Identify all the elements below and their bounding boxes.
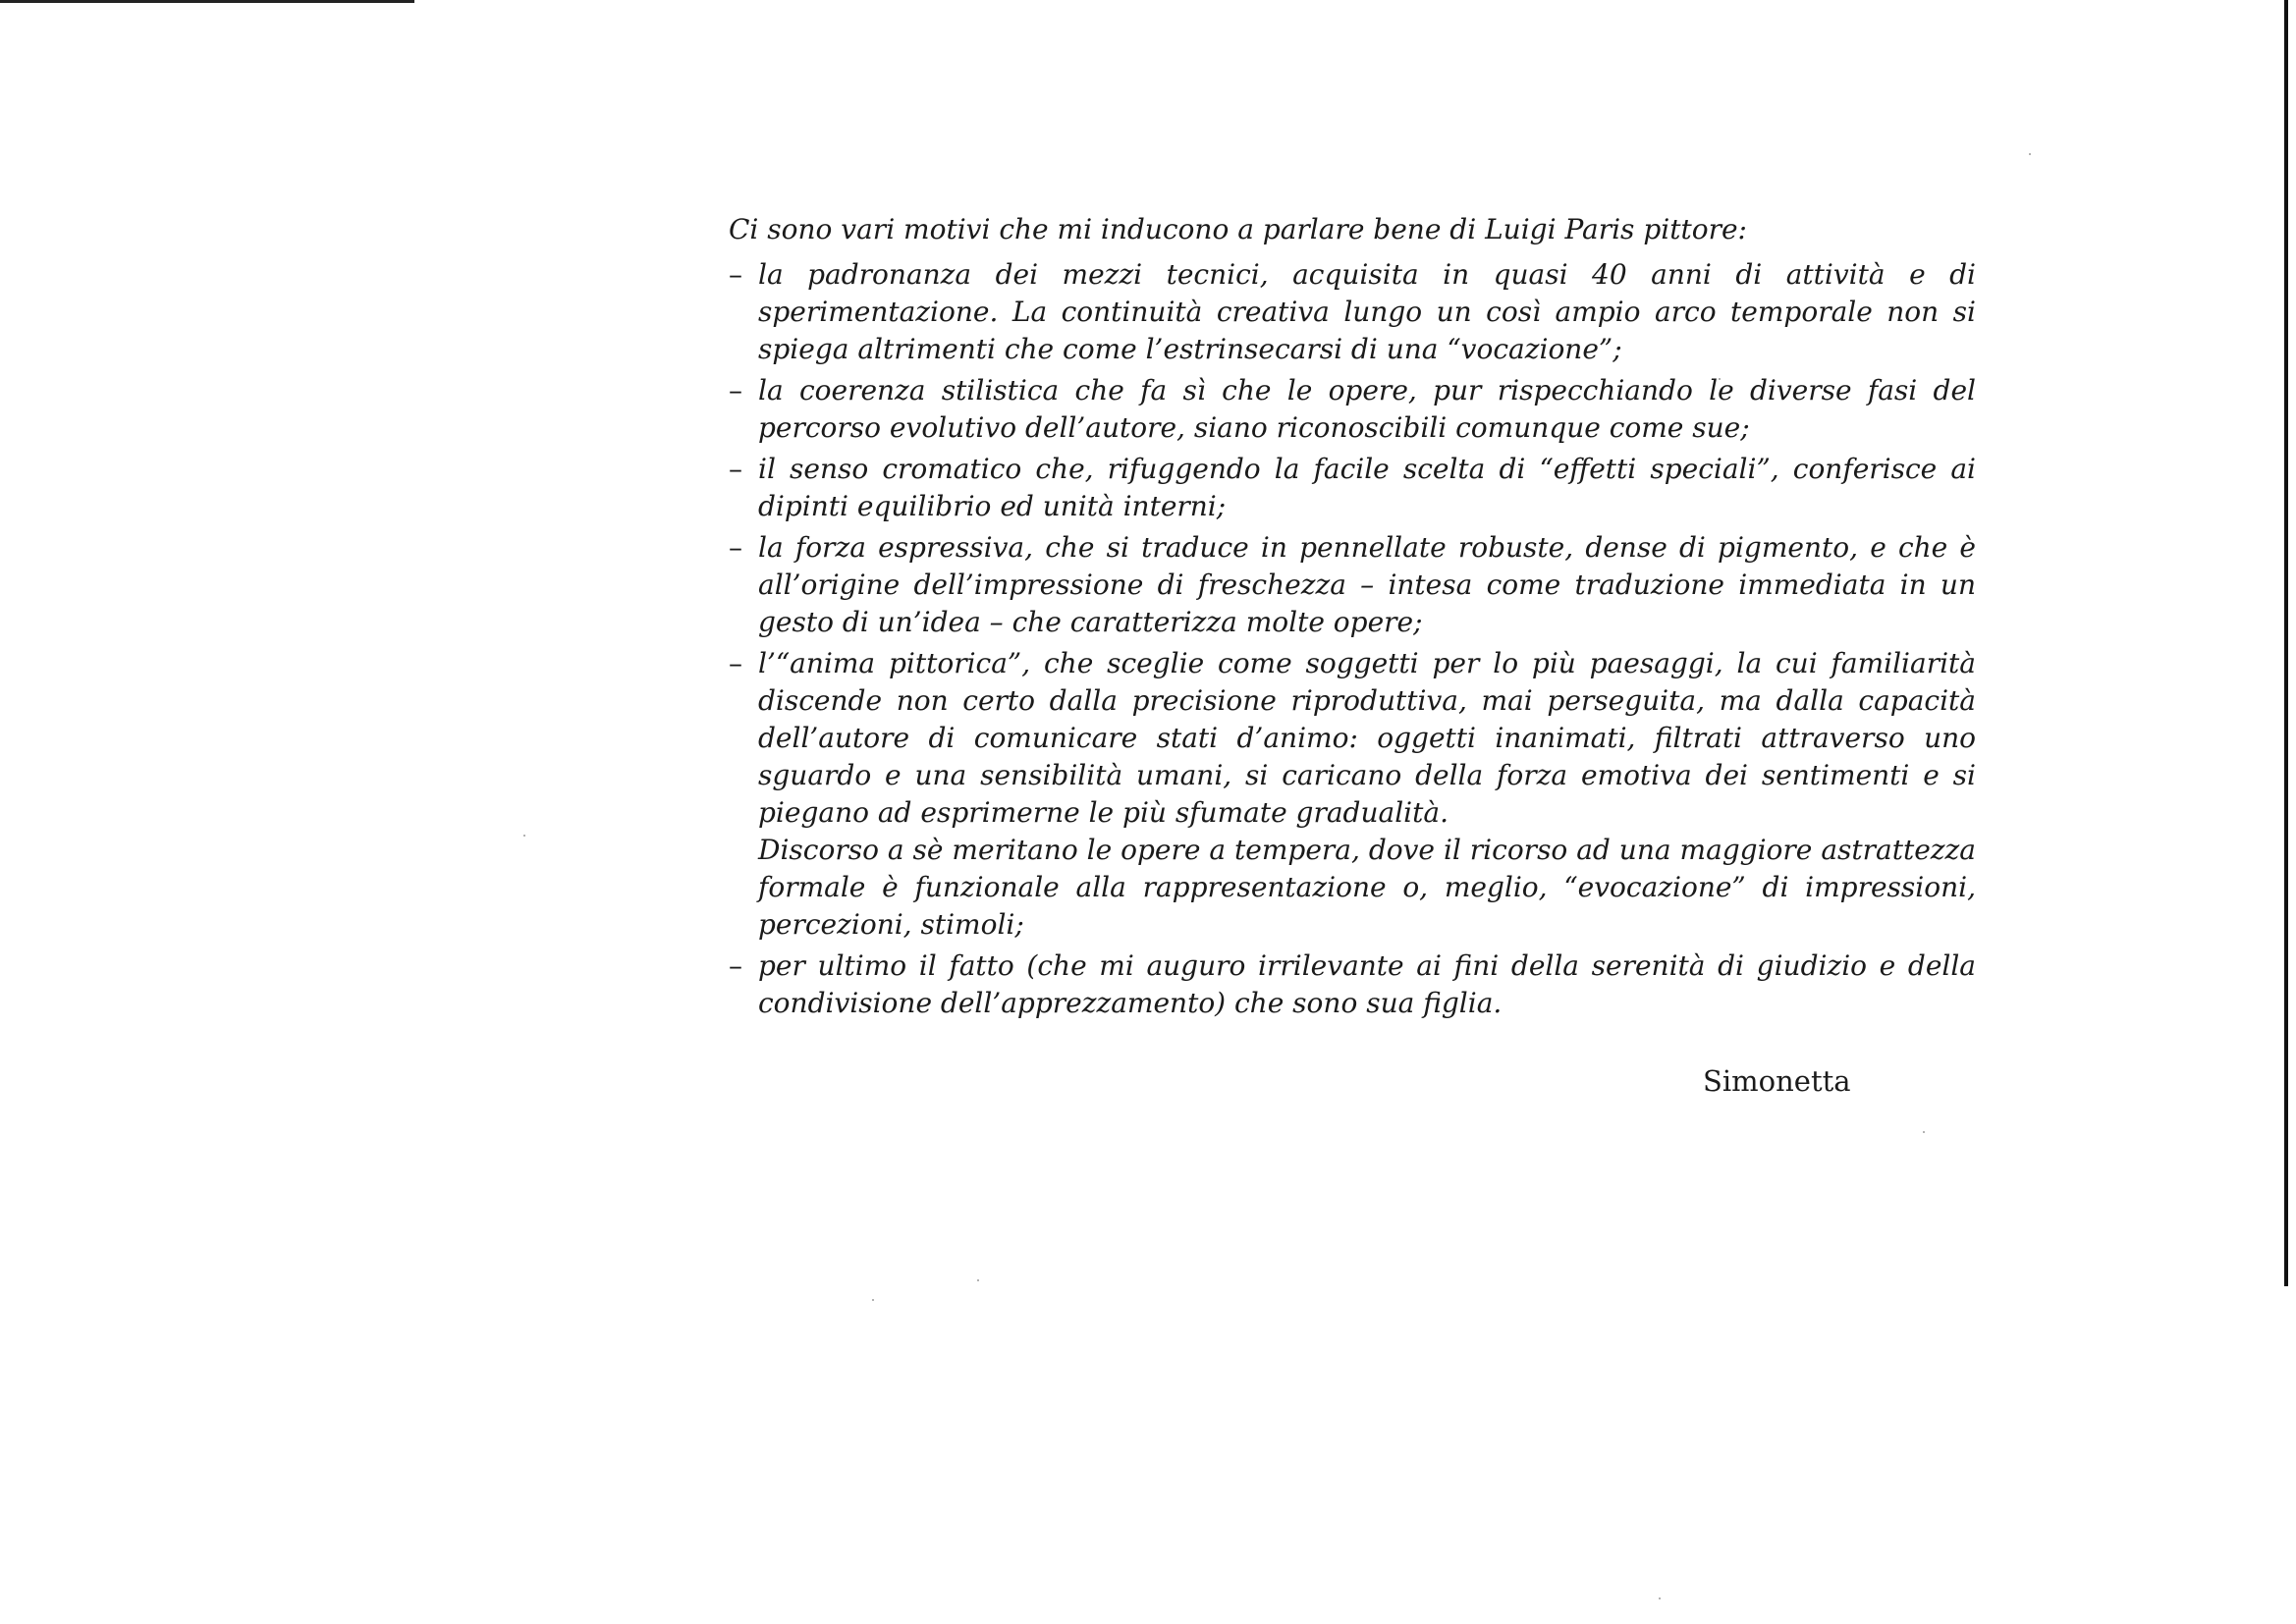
scan-speck: [1659, 1597, 1661, 1599]
dash-marker: –: [729, 531, 742, 564]
list-item: [729, 372, 1976, 447]
scan-speck: [523, 835, 525, 837]
list-item-text: l’“anima pittorica”, che sceglie come soggetti per lo più paesaggi, la cui familiarità discende non certo dalla precisione riproduttiva, mai perseguita, ma dalla capacità dell’autore di comunicare stati d’animo: oggetti inanimati, filtrati attraverso uno sguardo e una sensibilità umani, si caricano della forza emotiva dei sentimenti e si piegano ad esprimerne le più sfumate gradualità.: [758, 647, 1976, 829]
list-item: [729, 451, 1976, 525]
scan-speck: [1923, 1131, 1925, 1133]
dash-marker: –: [729, 949, 742, 982]
scan-speck: [2029, 153, 2031, 155]
letter-body: [729, 211, 1976, 1026]
list-item-text: la forza espressiva, che si traduce in pennellate robuste, dense di pigmento, e che è all’origine dell’impressione di freschezza – intesa come traduzione immediata in un gesto di un’idea – che caratterizza molte opere;: [758, 531, 1976, 638]
list-item: [729, 947, 1976, 1022]
dash-marker: –: [729, 647, 742, 679]
scan-speck: [872, 1299, 874, 1301]
list-item: [729, 529, 1976, 641]
scan-border-top: [0, 0, 414, 3]
dash-marker: –: [729, 453, 742, 485]
reasons-list: [729, 256, 1976, 1022]
list-item: [729, 645, 1976, 944]
dash-marker: –: [729, 258, 742, 291]
scan-border-right: [2284, 0, 2288, 1286]
scan-speck: [977, 1279, 979, 1281]
list-item-continuation: Discorso a sè meritano le opere a tempera, dove il ricorso ad una maggiore astrattezza formale è funzionale alla rappresentazione o, meglio, “evocazione” di impressioni, percezioni, stimoli;: [758, 834, 1976, 941]
list-item-text: il senso cromatico che, rifuggendo la facile scelta di “effetti speciali”, conferisce ai dipinti equilibrio ed unità interni;: [758, 453, 1976, 522]
list-item-text: la padronanza dei mezzi tecnici, acquisita in quasi 40 anni di attività e di sperimentazione. La continuità creativa lungo un così ampio arco temporale non si spiega altrimenti che come l’estrinsecarsi di una “vocazione”;: [758, 258, 1976, 365]
signature: Simonetta: [1703, 1064, 1851, 1098]
list-item: [729, 256, 1976, 368]
list-item-text: per ultimo il fatto (che mi auguro irrilevante ai fini della serenità di giudizio e della condivisione dell’apprezzamento) che sono sua figlia.: [758, 949, 1976, 1019]
intro-sentence: Ci sono vari motivi che mi inducono a parlare bene di Luigi Paris pittore:: [729, 213, 1747, 245]
list-item-text: la coerenza stilistica che fa sì che le opere, pur rispecchiando le diverse fasi del percorso evolutivo dell’autore, siano riconoscibili comunque come sue;: [758, 374, 1976, 444]
dash-marker: –: [729, 374, 742, 406]
